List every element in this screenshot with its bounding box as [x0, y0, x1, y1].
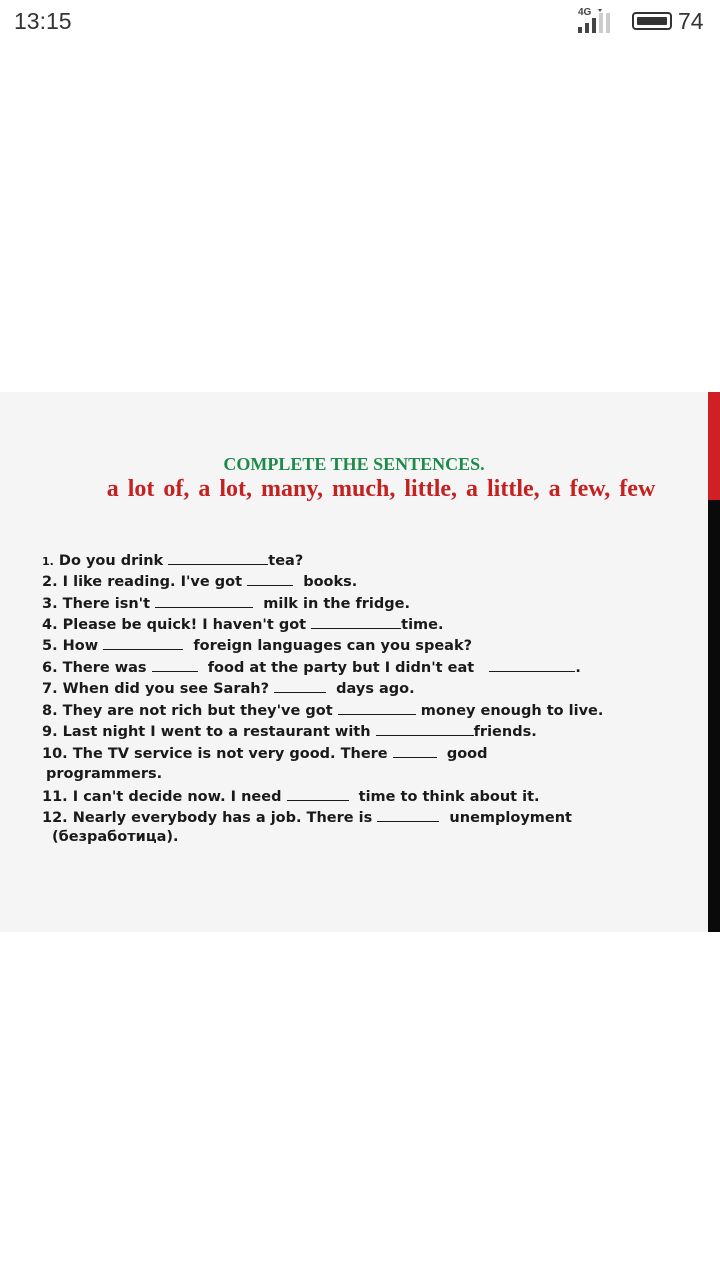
sentence-4: 4. Please be quick! I haven't got time.: [42, 617, 444, 633]
battery-indicator: [632, 8, 716, 34]
worksheet-image[interactable]: [0, 392, 720, 932]
sentence-2: 2. I like reading. I've got books.: [42, 574, 358, 590]
sentence-7: 7. When did you see Sarah? days ago.: [42, 681, 415, 697]
sentence-5: 5. How foreign languages can you speak?: [42, 638, 472, 654]
network-type: 4G: [578, 7, 592, 18]
battery-percent: 74: [678, 8, 704, 34]
clock: 13:15: [14, 8, 72, 34]
sentence-12: 12. Nearly everybody has a job. There is unemployment: [42, 810, 572, 826]
sentence-3: 3. There isn't milk in the fridge.: [42, 596, 410, 612]
sentence-8: 8. They are not rich but they've got money enough to live.: [42, 703, 604, 719]
sentence-6: 6. There was food at the party but I didn't eat .: [42, 660, 581, 676]
side-stripe-black: [708, 500, 720, 932]
sentence-12-continued: (безработица).: [52, 829, 179, 845]
sentence-10: 10. The TV service is not very good. There good: [42, 746, 488, 762]
sentence-1: 1. Do you drink tea?: [42, 553, 304, 569]
sentence-10-continued: programmers.: [46, 766, 163, 782]
status-bar: [0, 0, 720, 44]
word-bank: a lot of, a lot, many, much, little, a little, a few, few: [106, 476, 656, 502]
sentence-11: 11. I can't decide now. I need time to think about it.: [42, 789, 540, 805]
worksheet-title: COMPLETE THE SENTENCES.: [223, 454, 485, 474]
battery-icon: [632, 12, 672, 30]
signal-icon: [576, 9, 616, 35]
sentence-9: 9. Last night I went to a restaurant with friends.: [42, 724, 537, 740]
